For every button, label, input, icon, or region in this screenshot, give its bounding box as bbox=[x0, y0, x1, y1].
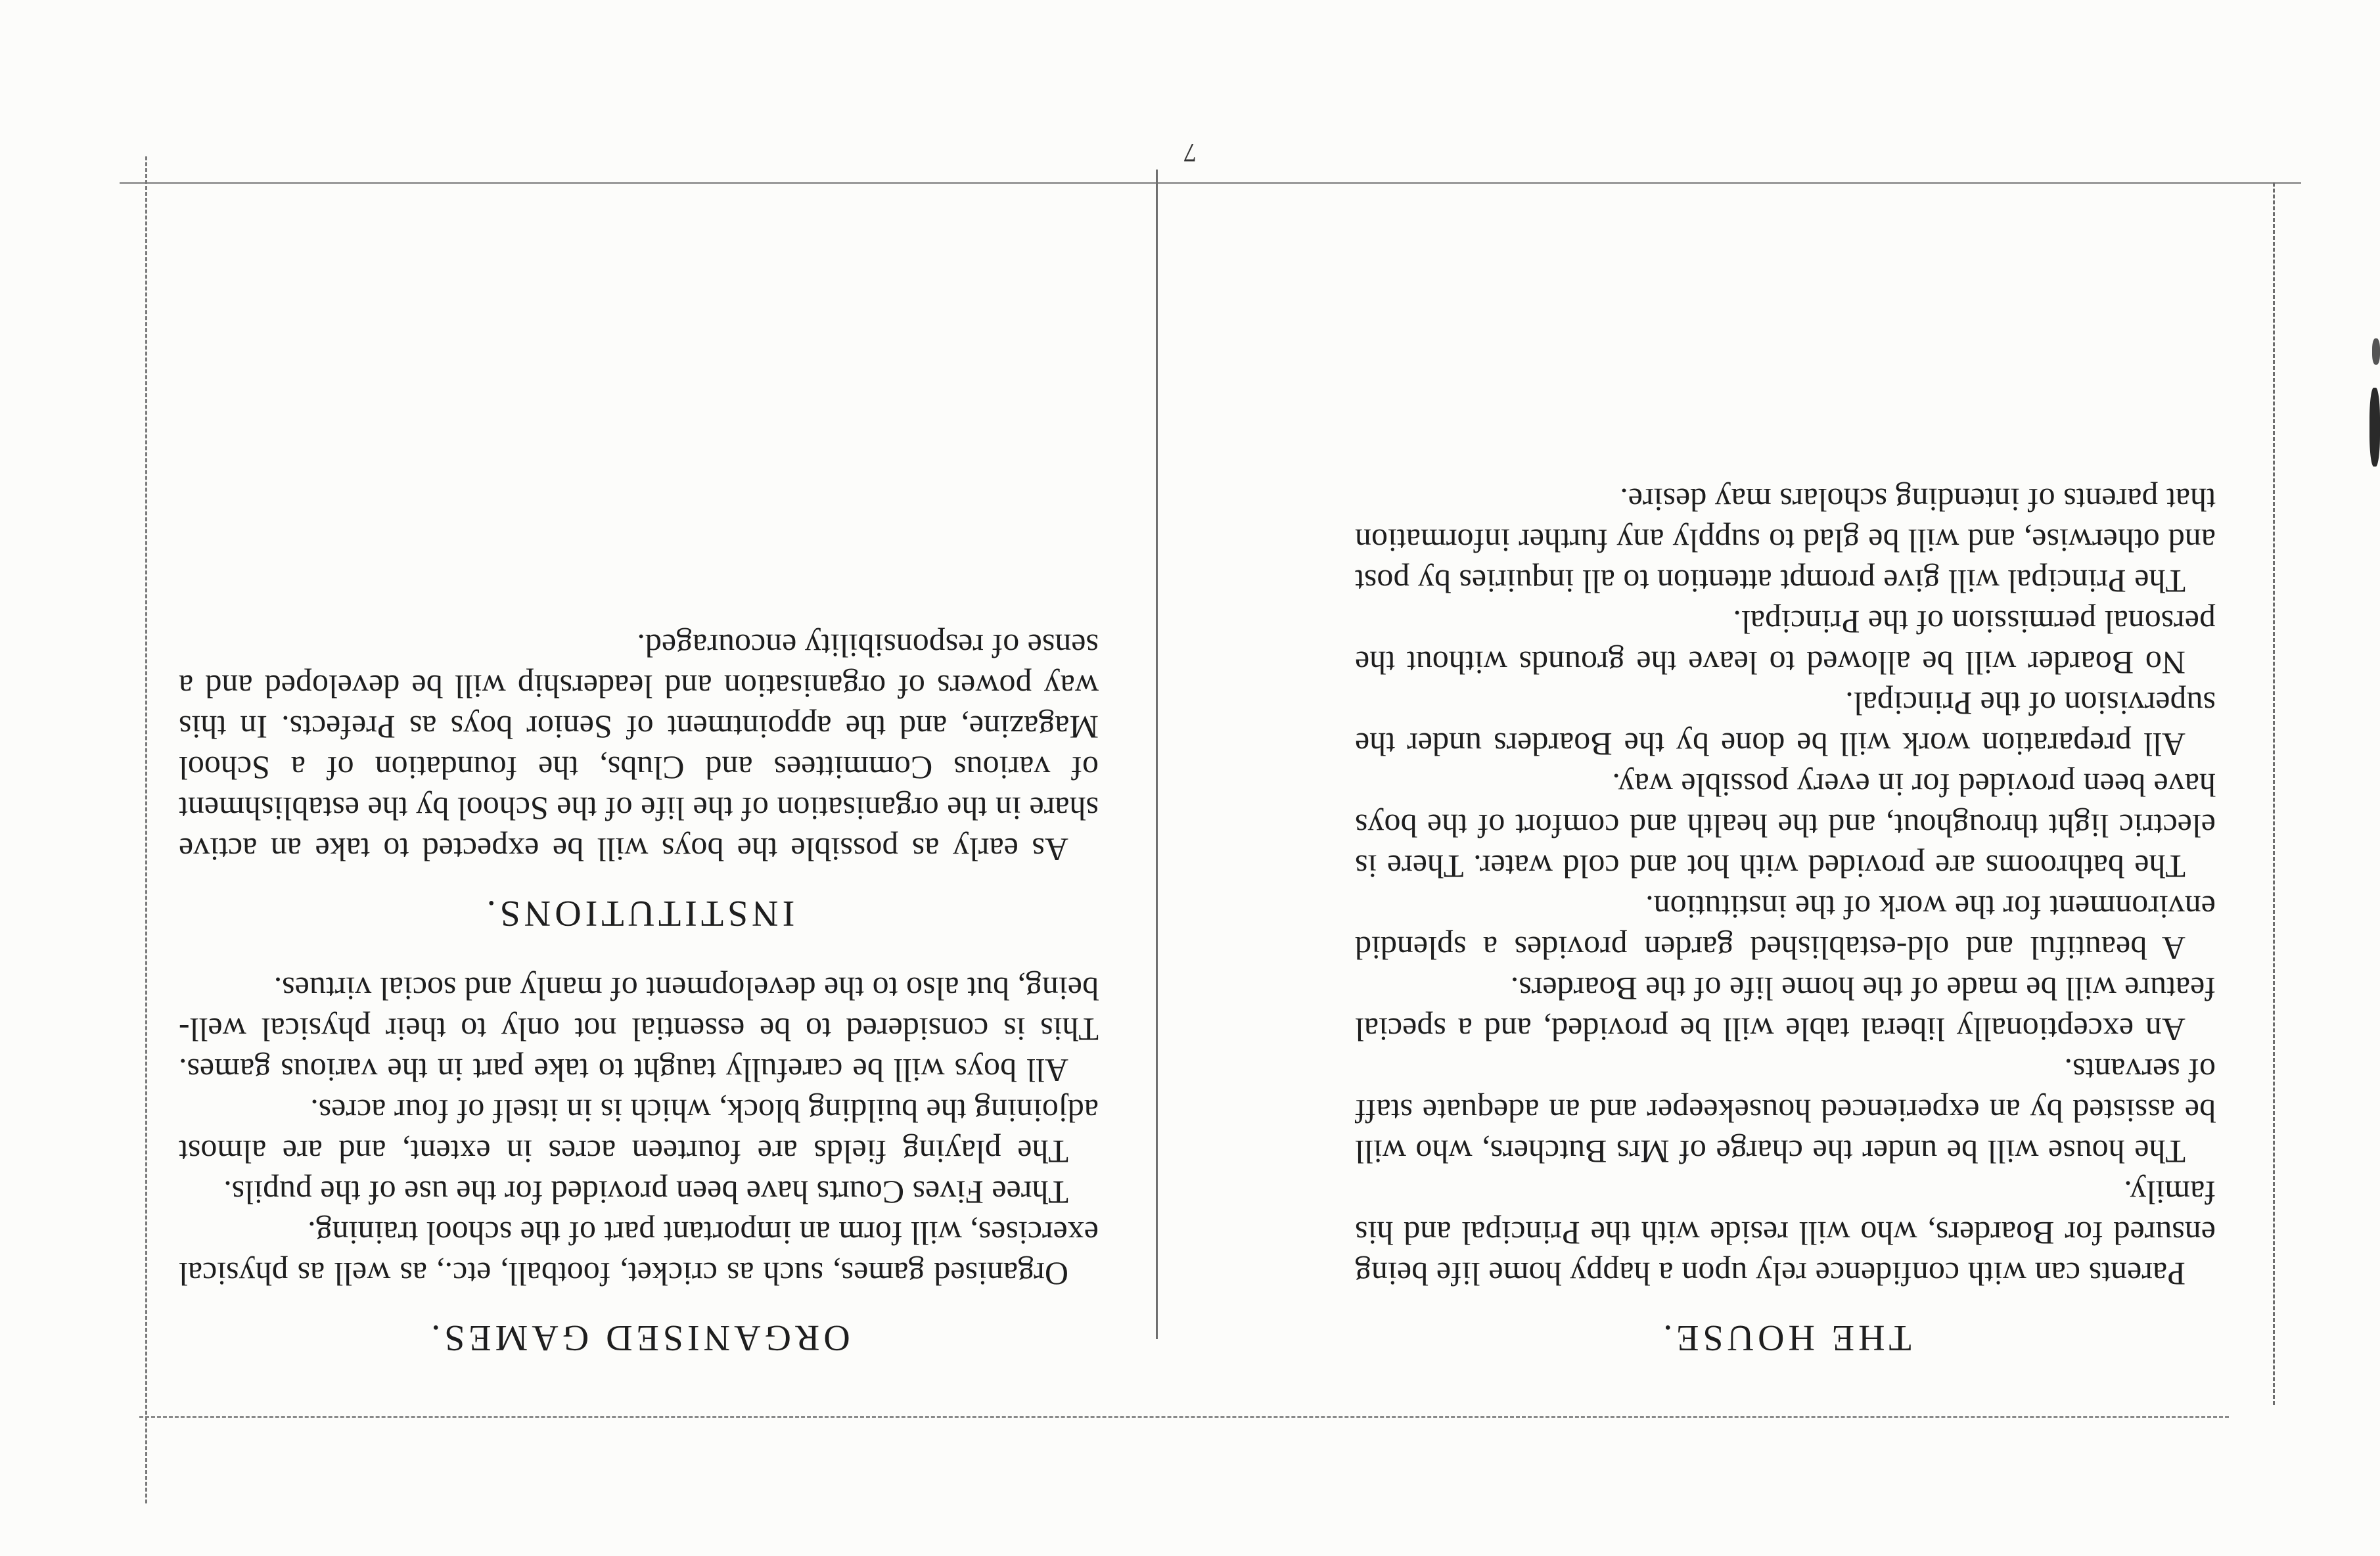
center-fold-line bbox=[1156, 170, 1158, 1339]
top-border-line bbox=[139, 1416, 2229, 1418]
heading-institutions: INSTITUTIONS. bbox=[482, 893, 795, 934]
heading-the-house: THE HOUSE. bbox=[1659, 1317, 1911, 1358]
left-page-column bbox=[1355, 480, 2216, 1359]
right-page-column bbox=[179, 626, 1099, 1359]
page-number: 7 bbox=[1183, 138, 1197, 168]
games-paragraph: Three Fives Courts have been provided for the use of the pupils. bbox=[223, 1174, 1068, 1211]
heading-organised-games: ORGANISED GAMES. bbox=[427, 1317, 850, 1358]
games-paragraph: Organised games, such as cricket, football, etc., as well as physical exercises, will form an important part of the school training. bbox=[179, 1215, 1099, 1293]
games-paragraph: The playing fields are fourteen acres in extent, and are almost adjoining the building block, which is in itself of four acres. bbox=[179, 1093, 1099, 1170]
house-paragraph: An exceptionally liberal table will be provided, and a special feature will be made of the home life of the Boarders. bbox=[1355, 971, 2216, 1048]
house-paragraph: The bathrooms are provided with hot and cold water. There is electric light throughout, and the health and comfort of the boys have been provided for in every possible way. bbox=[1355, 767, 2216, 885]
left-page-border-line bbox=[2273, 183, 2275, 1405]
games-paragraph: All boys will be carefully taught to take part in the various games. This is considered to be essential not only to their physical well-being, but also to the development of manly and social virtues. bbox=[179, 971, 1099, 1089]
house-paragraph: All preparation work will be done by the Boarders under the supervision of the Principal. bbox=[1355, 685, 2216, 763]
house-paragraph: No Boarder will be allowed to leave the grounds without the personal permission of the Principal. bbox=[1355, 604, 2216, 681]
house-paragraph: The house will be under the charge of Mrs Butchers, who will be assisted by an experienced housekeeper and an adequate staff of servants. bbox=[1355, 1052, 2216, 1170]
house-paragraph: Parents can with confidence rely upon a happy home life being ensured for Boarders, who will reside with the Principal and his family. bbox=[1355, 1174, 2216, 1293]
right-page-border-line bbox=[145, 156, 147, 1503]
house-paragraph: The Principal will give prompt attention to all inquiries by post and otherwise, and will be glad to supply any further information that parents of intending scholars may desire. bbox=[1355, 482, 2216, 600]
institutions-paragraph: As early as possible the boys will be expected to take an active share in the organisation of the life of the School by the establishment of various Committees and Clubs, the foundation of a School Magazine, and the appointment of Senior boys as Prefects. In this way powers of organisation and leadership will be developed and a sense of responsibility encouraged. bbox=[179, 628, 1099, 868]
bottom-border-line bbox=[120, 182, 2301, 184]
house-paragraph: A beautiful and old-established garden provides a splendid environment for the work of the institution. bbox=[1355, 889, 2216, 967]
